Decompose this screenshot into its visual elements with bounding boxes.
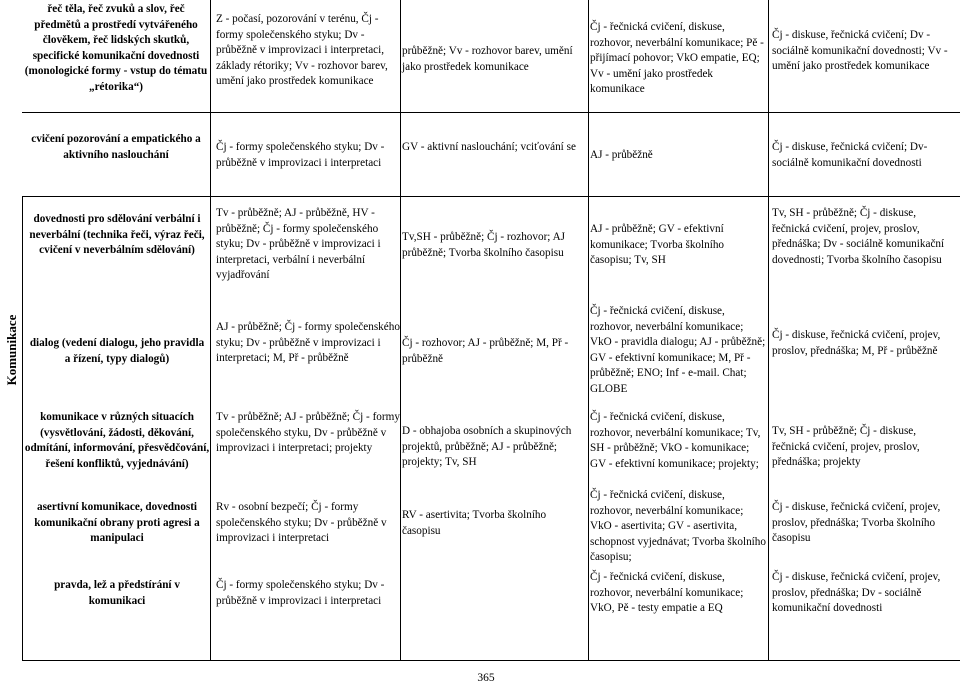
left-border bbox=[22, 196, 23, 661]
row3-topic: dovednosti pro sdělování verbální i neverbální (technika řeči, výraz řeči, cvičení v neverbálním sdělování) bbox=[29, 213, 205, 257]
row4-topic: dialog (vedení dialogu, jeho pravidla a řízení, typy dialogů) bbox=[29, 337, 205, 365]
row6-col3: RV - asertivita; Tvorba školního časopisu bbox=[402, 509, 547, 537]
row2-col3: GV - aktivní naslouchání; vciťování se bbox=[402, 141, 576, 153]
row3-col3: Tv,SH - průběžně; Čj - rozhovor; AJ průběžně; Tvorba školního časopisu bbox=[402, 231, 566, 259]
divider-topic bbox=[210, 0, 211, 661]
row2-col4: AJ - průběžně bbox=[590, 149, 653, 161]
section-label: Komunikace bbox=[4, 314, 19, 386]
row1-col5: Čj - diskuse, řečnická cvičení; Dv - sociálně komunikační dovednosti; Vv - umění jako prostředek komunikace bbox=[772, 29, 948, 73]
row5-col2: Tv - průběžně; AJ - průběžně; Čj - formy společenského styku, Dv - průběžně v improvizaci i interpretaci; projekty bbox=[216, 411, 400, 455]
row1-col2: Z - počasí, pozorování v terénu, Čj - formy společenského styku; Dv - průběžně v improvizaci i interpretaci, základy rétoriky; Vv - rozhovor barev, umění jako prostředek komunikace bbox=[216, 13, 388, 88]
row6-col4: Čj - řečnická cvičení, diskuse, rozhovor, neverbální komunikace; VkO - asertivita; GV - asertivita, schopnost vyjednávat; Tvorba školního časopisu; bbox=[590, 489, 766, 564]
row3-col4: AJ - průběžně; GV - efektivní komunikace; Tvorba školního časopisu; Tv, SH bbox=[590, 223, 725, 267]
page-number: 365 bbox=[477, 672, 495, 684]
row6-col5: Čj - diskuse, řečnická cvičení, projev, proslov, přednáška; Tvorba školního časopisu bbox=[772, 501, 941, 545]
row2-topic: cvičení pozorování a empatického a aktivního naslouchání bbox=[31, 133, 201, 161]
row1-topic: řeč těla, řeč zvuků a slov, řeč předmětů a prostředí vytvářeného člověkem, řeč lidských skutků, specifické komunikační dovednosti (monologické formy - vstup do tématu „rétorika“) bbox=[24, 3, 208, 93]
row4-col4: Čj - řečnická cvičení, diskuse, rozhovor, neverbální komunikace; VkO - pravidla dialogu; AJ - průběžně; GV - efektivní komunikace; M, Př - průběžně; ENO; Inf - e-mail. Chat; GLOBE bbox=[590, 305, 766, 395]
row3-col5: Tv, SH - průběžně; Čj - diskuse, řečnická cvičení, projev, proslov, přednáška; Dv - sociálně komunikační dovednosti; Tvorba školního časopisu bbox=[772, 207, 945, 266]
row1-col3: průběžně; Vv - rozhovor barev, umění jako prostředek komunikace bbox=[402, 45, 573, 73]
row5-col5: Tv, SH - průběžně; Čj - diskuse, řečnická cvičení, projev, proslov, přednáška; projekty bbox=[772, 425, 920, 469]
row-divider bbox=[22, 112, 960, 113]
row5-topic: komunikace v různých situacích (vysvětlování, žádosti, děkování, odmítání, informování, přesvědčování, řešení konfliktů, vyjednávání) bbox=[24, 411, 210, 470]
row7-col5: Čj - diskuse, řečnická cvičení, projev, proslov, přednáška; Dv - sociálně komunikační dovednosti bbox=[772, 571, 941, 615]
row3-col2: Tv - průběžně; AJ - průběžně, HV - průběžně; Čj - formy společenského styku; Dv - průběžně v improvizaci i interpretaci, verbální i neverbální vyjadřování bbox=[216, 207, 381, 282]
row2-col5: Čj - diskuse, řečnická cvičení; Dv- sociálně komunikační dovednosti bbox=[772, 141, 928, 169]
row4-col2: AJ - průběžně; Čj - formy společenského styku; Dv - průběžně v improvizaci i interpretaci; M, Př - průběžně bbox=[216, 321, 400, 365]
row6-topic: asertivní komunikace, dovednosti komunikační obrany proti agresi a manipulaci bbox=[34, 501, 200, 545]
row6-col2: Rv - osobní bezpečí; Čj - formy společenského styku; Dv - průběžně v improvizaci i interpretaci bbox=[216, 501, 387, 545]
row4-col3: Čj - rozhovor; AJ - průběžně; M, Př - průběžně bbox=[402, 337, 569, 365]
row7-col4: Čj - řečnická cvičení, diskuse, rozhovor, neverbální komunikace; VkO, Pě - testy empatie a EQ bbox=[590, 571, 744, 615]
row5-col4: Čj - řečnická cvičení, diskuse, rozhovor, neverbální komunikace; Tv, SH - průběžně; VkO - komunikace; GV - efektivní komunikace; projekty; bbox=[590, 411, 761, 470]
row1-col4: Čj - řečnická cvičení, diskuse, rozhovor, neverbální komunikace; Pě - přijímací pohovor; VkO empatie, EQ; Vv - umění jako prostředek komunikace bbox=[590, 21, 764, 96]
row-divider bbox=[22, 196, 960, 197]
row-divider bbox=[22, 660, 960, 661]
divider-col3 bbox=[588, 0, 589, 661]
row2-col2: Čj - formy společenského styku; Dv - průběžně v improvizaci i interpretaci bbox=[216, 141, 385, 169]
divider-col4 bbox=[768, 0, 769, 661]
row7-col2: Čj - formy společenského styku; Dv - průběžně v improvizaci i interpretaci bbox=[216, 579, 385, 607]
row5-col3: D - obhajoba osobních a skupinových projektů, průběžně; AJ - průběžně; projekty; Tv, SH bbox=[402, 425, 572, 469]
row7-topic: pravda, lež a předstírání v komunikaci bbox=[54, 579, 180, 607]
divider-col2 bbox=[400, 0, 401, 661]
row4-col5: Čj - diskuse, řečnická cvičení, projev, proslov, přednáška; M, Př - průběžně bbox=[772, 329, 941, 357]
